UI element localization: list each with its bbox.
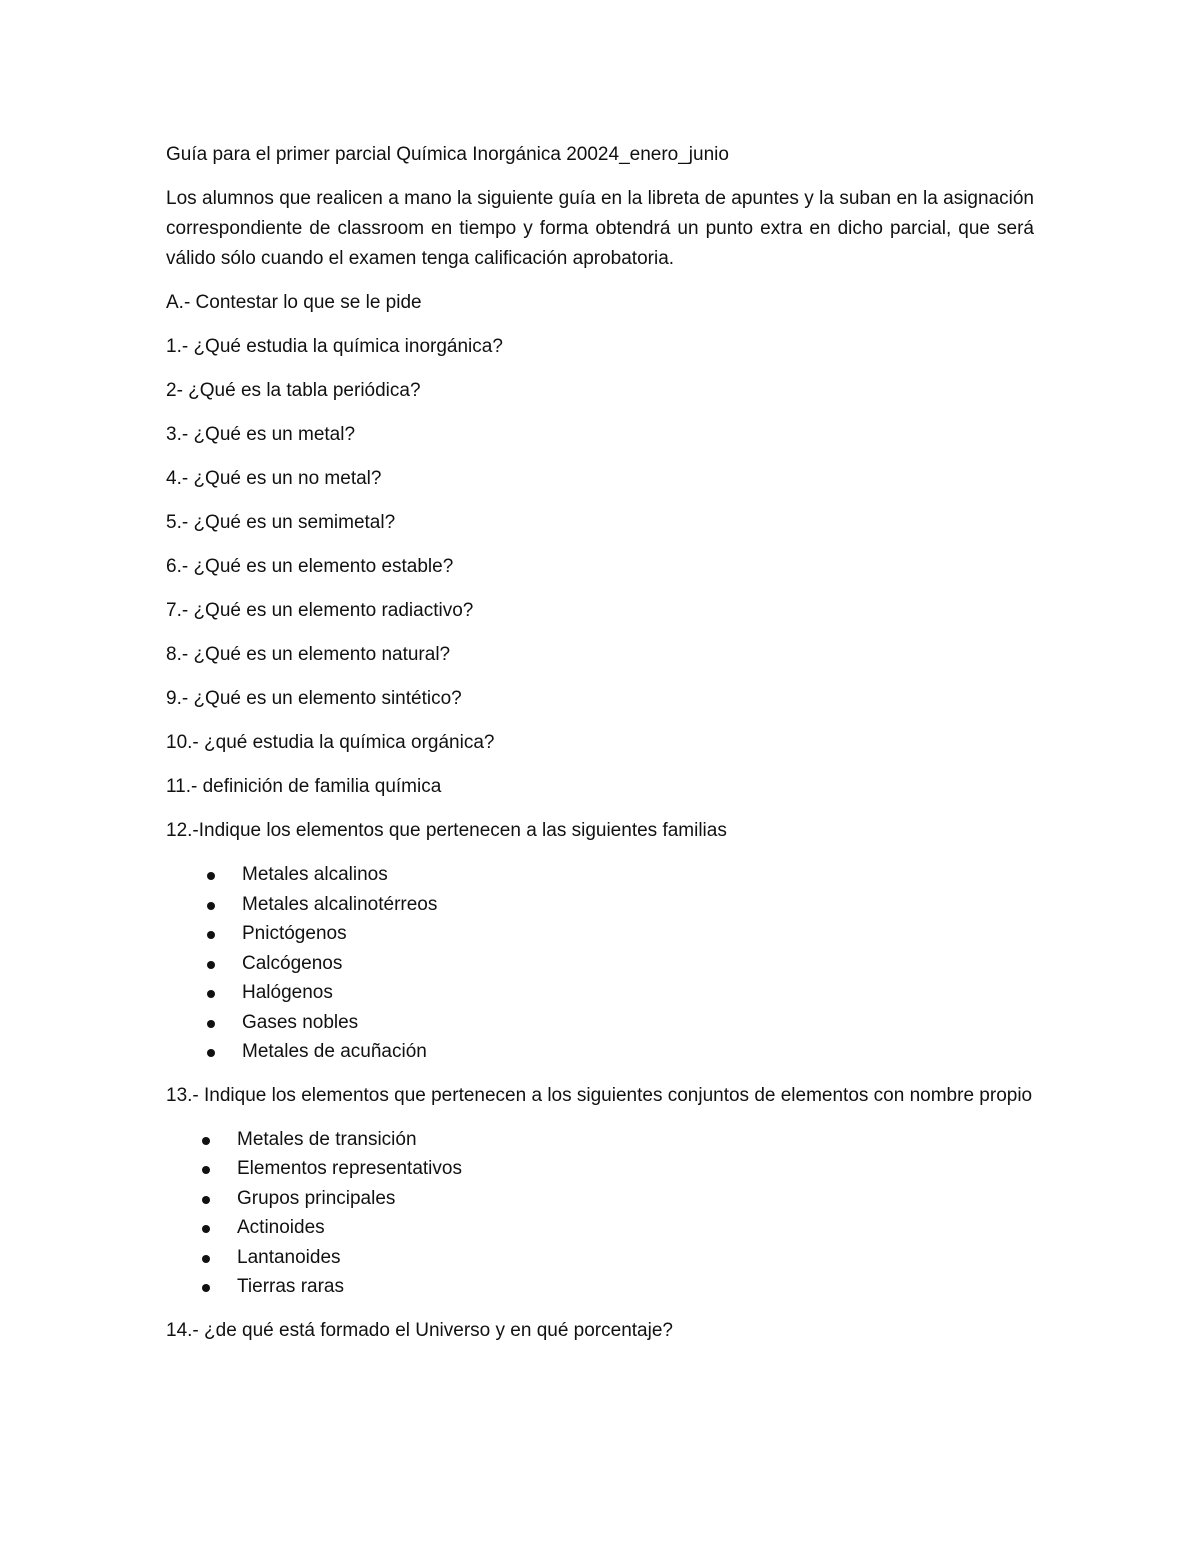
bullet-icon bbox=[207, 1049, 215, 1057]
intro-paragraph: Los alumnos que realicen a mano la siguiente guía en la libreta de apuntes y la suban en la asignación correspondiente de classroom en tiempo y forma obtendrá un punto extra en dicho parcial, que será válido sólo cuando el examen tenga calificación aprobatoria. bbox=[166, 188, 1034, 269]
question-14: 14.- ¿de qué está formado el Universo y en qué porcentaje? bbox=[166, 1319, 673, 1341]
list-item bbox=[166, 1243, 1034, 1273]
question-4: 4.- ¿Qué es un no metal? bbox=[166, 468, 382, 489]
document-title: Guía para el primer parcial Química Inorgánica 20024_enero_junio bbox=[166, 144, 729, 165]
question-1: 1.- ¿Qué estudia la química inorgánica? bbox=[166, 336, 503, 357]
list-item-label: Pnictógenos bbox=[242, 923, 347, 944]
list-item-label: Gases nobles bbox=[242, 1011, 359, 1033]
question-6: 6.- ¿Qué es un elemento estable? bbox=[166, 556, 454, 577]
list-item bbox=[166, 890, 1034, 920]
question-3: 3.- ¿Qué es un metal? bbox=[166, 424, 356, 445]
question-9: 9.- ¿Qué es un elemento sintético? bbox=[166, 688, 462, 709]
families-list bbox=[166, 860, 1034, 1067]
element-sets-list bbox=[166, 1125, 1034, 1302]
document-body bbox=[166, 140, 1034, 1360]
list-item-label: Tierras raras bbox=[237, 1276, 344, 1297]
question-13: 13.- Indique los elementos que pertenecen a los siguientes conjuntos de elementos con nombre propio bbox=[166, 1084, 1033, 1106]
list-item-label: Metales de acuñación bbox=[242, 1041, 427, 1062]
bullet-icon bbox=[202, 1255, 210, 1263]
question-11: 11.- definición de familia química bbox=[166, 776, 442, 797]
list-item bbox=[166, 1184, 1034, 1214]
question-10: 10.- ¿qué estudia la química orgánica? bbox=[166, 732, 495, 753]
list-item-label: Actinoides bbox=[237, 1217, 325, 1238]
question-12: 12.-Indique los elementos que pertenecen a las siguientes familias bbox=[166, 820, 727, 841]
list-item bbox=[166, 1008, 1034, 1038]
bullet-icon bbox=[202, 1225, 210, 1233]
question-7: 7.- ¿Qué es un elemento radiactivo? bbox=[166, 600, 474, 621]
bullet-icon bbox=[202, 1166, 210, 1174]
list-item bbox=[166, 1037, 1034, 1067]
bullet-icon bbox=[207, 990, 215, 998]
section-a-heading: A.- Contestar lo que se le pide bbox=[166, 292, 422, 313]
bullet-icon bbox=[202, 1284, 210, 1292]
list-item-label: Calcógenos bbox=[242, 952, 343, 974]
bullet-icon bbox=[207, 902, 215, 910]
bullet-icon bbox=[202, 1137, 210, 1145]
list-item bbox=[166, 1213, 1034, 1243]
bullet-icon bbox=[207, 1020, 215, 1028]
list-item-label: Metales alcalinotérreos bbox=[242, 893, 438, 915]
question-2: 2- ¿Qué es la tabla periódica? bbox=[166, 380, 421, 401]
list-item-label: Lantanoides bbox=[237, 1246, 341, 1268]
list-item-label: Elementos representativos bbox=[237, 1158, 462, 1179]
list-item-label: Grupos principales bbox=[237, 1187, 396, 1209]
list-item-label: Metales de transición bbox=[237, 1128, 417, 1150]
list-item bbox=[166, 1154, 1034, 1184]
list-item bbox=[166, 860, 1034, 890]
list-item bbox=[166, 978, 1034, 1008]
list-item bbox=[166, 949, 1034, 979]
list-item-label: Metales alcalinos bbox=[242, 864, 388, 885]
question-5: 5.- ¿Qué es un semimetal? bbox=[166, 512, 396, 533]
bullet-icon bbox=[207, 931, 215, 939]
list-item bbox=[166, 1272, 1034, 1302]
question-8: 8.- ¿Qué es un elemento natural? bbox=[166, 644, 451, 665]
bullet-icon bbox=[207, 961, 215, 969]
bullet-icon bbox=[207, 872, 215, 880]
bullet-icon bbox=[202, 1196, 210, 1204]
list-item bbox=[166, 919, 1034, 949]
list-item bbox=[166, 1125, 1034, 1155]
list-item-label: Halógenos bbox=[242, 982, 333, 1003]
